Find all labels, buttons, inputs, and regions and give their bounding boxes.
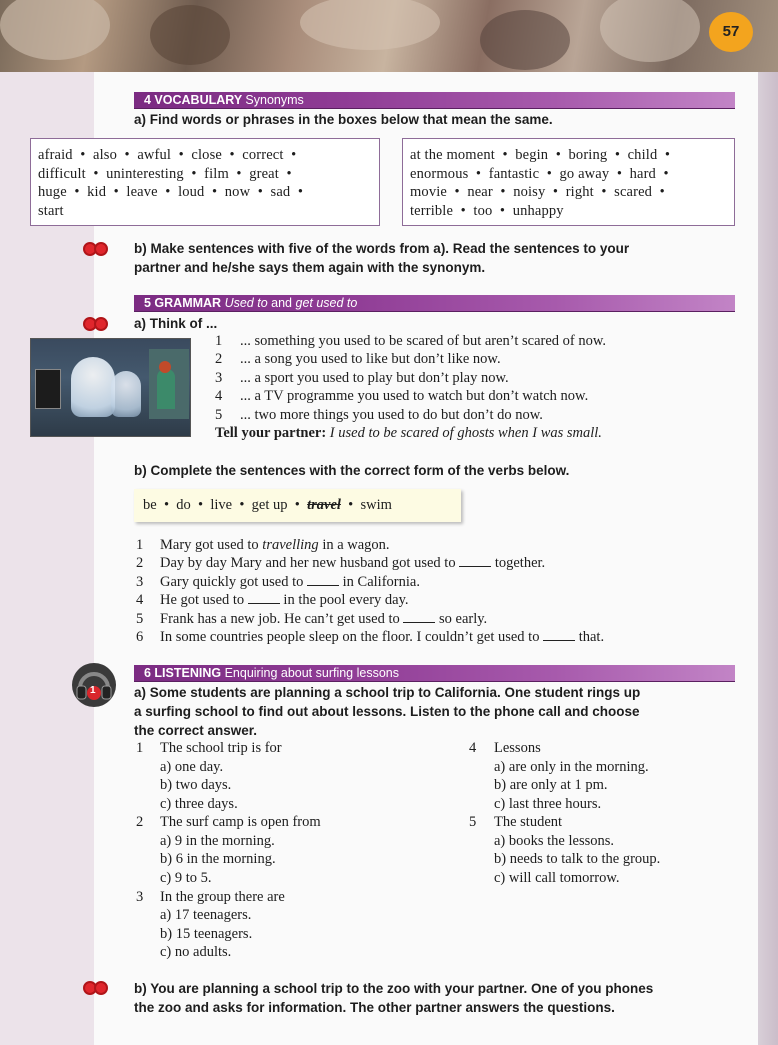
question-text: The school trip is for [160,740,282,756]
listening-header-title: 6 LISTENING [144,666,222,680]
word-box-1-line: start [38,202,64,219]
answer-option[interactable]: a) 17 teenagers. [160,907,252,923]
sentence-text: He got used to [160,592,248,608]
sentence-blank[interactable] [307,574,339,586]
sentence [160,628,604,646]
pair-work-icon [83,317,111,331]
track-number: 1 [90,685,96,696]
think-item-text: ... something you used to be scared of but aren’t scared of now. [240,333,607,349]
sentence-number: 2 [136,555,144,571]
sentence-text: In some countries people sleep on the floor. I couldn’t get used to [160,629,544,645]
answer-option[interactable]: b) 15 teenagers. [160,926,253,942]
answer-option[interactable]: c) three days. [160,796,238,812]
sentence-number: 5 [136,611,144,627]
answer-option[interactable]: a) 9 in the morning. [160,833,275,849]
sentence-text: in the pool every day. [279,592,409,608]
listening-header-subtitle: Enquiring about surfing lessons [224,666,399,680]
sentence-blank[interactable] [543,629,575,641]
sentence-text: Gary quickly got used to [160,574,307,590]
think-item-text: ... a TV programme you used to watch but don’t watch now. [240,388,589,404]
answer-option[interactable]: b) two days. [160,777,232,793]
sentence-text: together. [491,555,546,571]
sentence-text: in a wagon. [318,537,390,553]
question-number: 2 [136,814,144,830]
grammar-header-italic2: get used to [295,296,358,310]
sentence-text: Day by day Mary and her new husband got used to [160,555,460,571]
question-text: Lessons [494,740,541,756]
sentence-text: in California. [339,574,420,590]
grammar-instruction-a: a) Think of ... [134,316,218,331]
verb-word: get up [251,497,288,513]
sentence-text: that. [575,629,605,645]
answer-option[interactable]: a) books the lessons. [494,833,615,849]
page-edge [758,72,778,1045]
verb-box: be • do • live • get up • travel • swim [134,489,461,522]
tell-partner-label: Tell your partner: [215,425,327,441]
pair-work-icon [83,242,111,256]
listening-header [134,665,735,682]
word-box-2 [402,138,735,226]
word-box-1-line: afraid • also • awful • close • correct • [38,147,297,163]
verb-word-crossed: travel [307,497,341,513]
listening-instruction-b-line1: b) You are planning a school trip to the zoo with your partner. One of you phones [134,981,654,996]
verb-word: live [210,497,233,513]
ghost-photo [30,338,191,437]
grammar-header-italic: Used to [224,296,268,310]
grammar-header [134,295,735,312]
question-number: 3 [136,889,144,905]
answer-option[interactable]: b) 6 in the morning. [160,851,276,867]
sentence-text: Frank has a new job. He can’t get used to [160,611,404,627]
grammar-header-and: and [271,296,293,310]
tell-partner-line [215,424,602,442]
sentence-blank[interactable] [459,555,491,567]
word-box-2-line: enormous • fantastic • go away • hard • [410,165,669,182]
think-item-number: 4 [215,388,223,404]
sentence-number: 1 [136,537,144,553]
tell-partner-example: I used to be scared of ghosts when I was small. [329,425,602,441]
word-box-1-line: huge • kid • leave • loud • now • sad • [38,184,304,201]
verb-word: swim [360,497,392,513]
sentence [160,610,487,628]
vocabulary-instruction-b-line1: b) Make sentences with five of the words from a). Read the sentences to your [134,241,630,256]
question-number: 1 [136,740,144,756]
sentence [160,573,420,591]
think-item-number: 3 [215,370,223,386]
question-number: 4 [469,740,477,756]
vocabulary-instruction-a: a) Find words or phrases in the boxes below that mean the same. [134,112,553,127]
question-text: In the group there are [160,889,285,905]
verb-word: be [143,497,157,513]
listening-instruction-line3: the correct answer. [134,723,258,738]
think-item-number: 2 [215,351,223,367]
sentence [160,554,545,572]
answer-option[interactable]: c) last three hours. [494,796,602,812]
word-box-1-line: difficult • uninteresting • film • great • [38,165,292,182]
think-item-number: 5 [215,407,223,423]
answer-option[interactable]: a) one day. [160,759,224,775]
sentence-answer: travelling [262,537,319,553]
question-text: The surf camp is open from [160,814,321,830]
word-box-2-line: terrible • too • unhappy [410,202,564,219]
sentence-number: 3 [136,574,144,590]
word-box-2-line: movie • near • noisy • right • scared • [410,184,665,201]
think-item-text: ... a sport you used to play but don’t play now. [240,370,509,386]
pair-work-icon [83,981,111,995]
word-box-2-line: at the moment • begin • boring • child • [410,147,671,163]
listening-instruction-line1: a) Some students are planning a school trip to California. One student rings up [134,685,641,700]
sentence-number: 6 [136,629,144,645]
answer-option[interactable]: c) will call tomorrow. [494,870,620,886]
sentence-number: 4 [136,592,144,608]
sentence-text: so early. [435,611,488,627]
word-box-1 [30,138,380,226]
grammar-header-title: 5 GRAMMAR [144,296,222,310]
sentence-text: Mary got used to [160,537,263,553]
think-item-text: ... a song you used to like but don’t like now. [240,351,501,367]
page-number: 57 [709,12,753,52]
vocabulary-header-title: 4 VOCABULARY [144,93,242,107]
listening-instruction-b-line2: the zoo and asks for information. The other partner answers the questions. [134,1000,615,1015]
answer-option[interactable]: c) no adults. [160,944,232,960]
answer-option[interactable]: c) 9 to 5. [160,870,212,886]
listening-instruction-line2: a surfing school to find out about lessons. Listen to the phone call and choose [134,704,640,719]
question-number: 5 [469,814,477,830]
answer-option[interactable]: a) are only in the morning. [494,759,649,775]
vocabulary-header [134,92,735,109]
question-text: The student [494,814,563,830]
vocabulary-instruction-b-line2: partner and he/she says them again with the synonym. [134,260,486,275]
think-item-text: ... two more things you used to do but don’t do now. [240,407,543,423]
sentence-blank[interactable] [248,592,280,604]
verb-word: do [176,497,191,513]
grammar-instruction-b: b) Complete the sentences with the correct form of the verbs below. [134,463,570,478]
think-item-number: 1 [215,333,223,349]
answer-option[interactable]: b) are only at 1 pm. [494,777,608,793]
sentence [160,536,390,554]
sentence [160,591,409,609]
header-photo-banner [0,0,778,72]
answer-option[interactable]: b) needs to talk to the group. [494,851,661,867]
headphones-icon [71,662,117,708]
vocabulary-header-subtitle: Synonyms [245,93,304,107]
sentence-blank[interactable] [403,611,435,623]
